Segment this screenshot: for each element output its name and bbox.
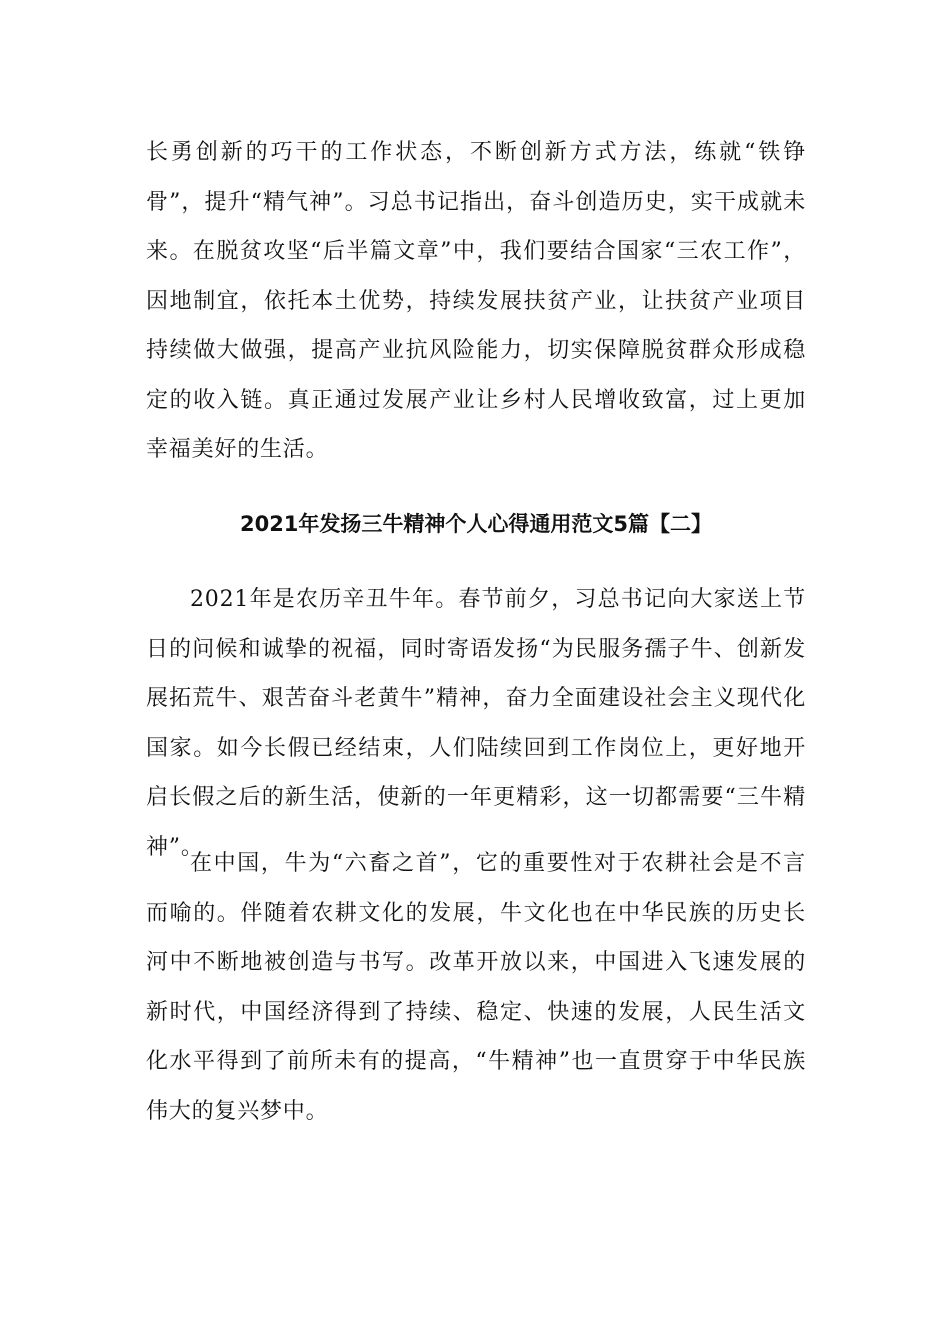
paragraph-intro: 2021年是农历辛丑牛年。春节前夕，习总书记向大家送上节日的问候和诚挚的祝福，同时寄语发扬“为民服务孺子牛、创新发展拓荒牛、艰苦奋斗老黄牛”精神，奋力全面建设社会主义现代化国家。如今长假已经结束，人们陆续回到工作岗位上，更好地开启长假之后的新生活，使新的一年更精彩，这一切都需要“三牛精神”。 [146,587,806,860]
paragraph-ox-culture: 在中国，牛为“六畜之首”，它的重要性对于农耕社会是不言而喻的。伴随着农耕文化的发展，牛文化也在中华民族的历史长河中不断地被创造与书写。改革开放以来，中国进入飞速发展的新时代，中国经济得到了持续、稳定、快速的发展，人民生活文化水平得到了前所未有的提高，“牛精神”也一直贯穿于中华民族伟大的复兴梦中。 [146,851,806,1124]
section-heading: 2021年发扬三牛精神个人心得通用范文5篇【二】 [239,512,713,536]
paragraph-continued: 长勇创新的巧干的工作状态，不断创新方式方法，练就“铁铮骨”，提升“精气神”。习总书记指出，奋斗创造历史，实干成就未来。在脱贫攻坚“后半篇文章”中，我们要结合国家“三农工作”，因地制宜，依托本土优势，持续发展扶贫产业，让扶贫产业项目持续做大做强，提高产业抗风险能力，切实保障脱贫群众形成稳定的收入链。真正通过发展产业让乡村人民增收致富，过上更加幸福美好的生活。 [146,140,806,462]
